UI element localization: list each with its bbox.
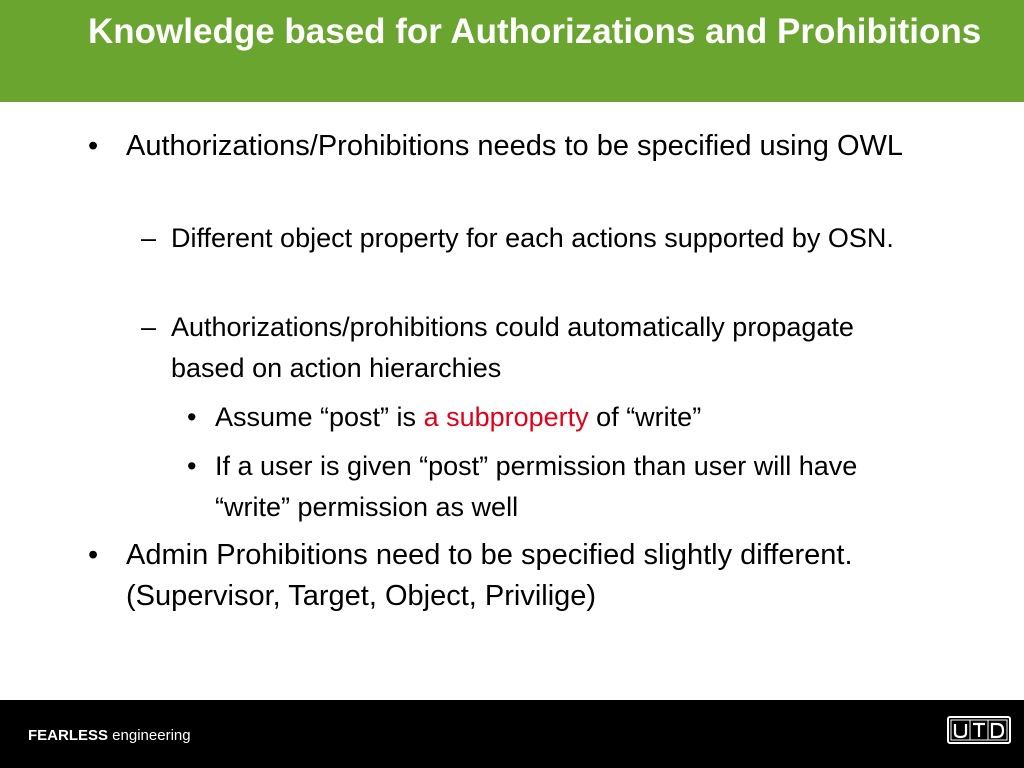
slide-title: Knowledge based for Authorizations and Prohibitions <box>88 12 982 51</box>
brand-bold-text: FEARLESS <box>28 727 109 744</box>
utd-logo-icon <box>947 716 1011 744</box>
sub-bullet-object-property <box>141 218 911 259</box>
bullet-text: Authorizations/Prohibitions needs to be specified using OWL <box>126 130 903 162</box>
sub-bullet-text: Different object property for each actions supported by OSN. <box>171 223 894 253</box>
sub-sub-bullet-text-end: of “write” <box>588 402 702 432</box>
sub-sub-bullet-text: If a user is given “post” permission than user will have “write” permission as well <box>215 451 858 522</box>
bullet-owl-specification <box>88 126 906 167</box>
bullet-marker: • <box>88 130 99 162</box>
bullet-text: Admin Prohibitions need to be specified slightly different. (Supervisor, Target, Object, Privilige) <box>126 539 853 612</box>
highlighted-phrase: a subproperty <box>423 402 589 432</box>
sub-bullet-propagation <box>141 307 911 389</box>
bullet-admin-prohibitions <box>88 535 906 617</box>
footer-brand <box>28 727 191 745</box>
sub-sub-bullet-text-start: Assume “post” is <box>215 402 424 432</box>
sub-sub-bullet-subproperty <box>187 397 915 438</box>
sub-sub-bullet-permission <box>187 446 915 528</box>
brand-regular-text: engineering <box>108 727 191 744</box>
bullet-marker: • <box>88 539 99 571</box>
footer-bar <box>0 700 1024 768</box>
bullet-marker: • <box>187 402 197 432</box>
sub-bullet-text: Authorizations/prohibitions could automatically propagate based on action hierarchies <box>171 312 854 383</box>
bullet-marker: • <box>187 451 197 481</box>
dash-marker: – <box>141 223 157 253</box>
dash-marker: – <box>141 312 157 342</box>
title-bar <box>0 0 1024 102</box>
